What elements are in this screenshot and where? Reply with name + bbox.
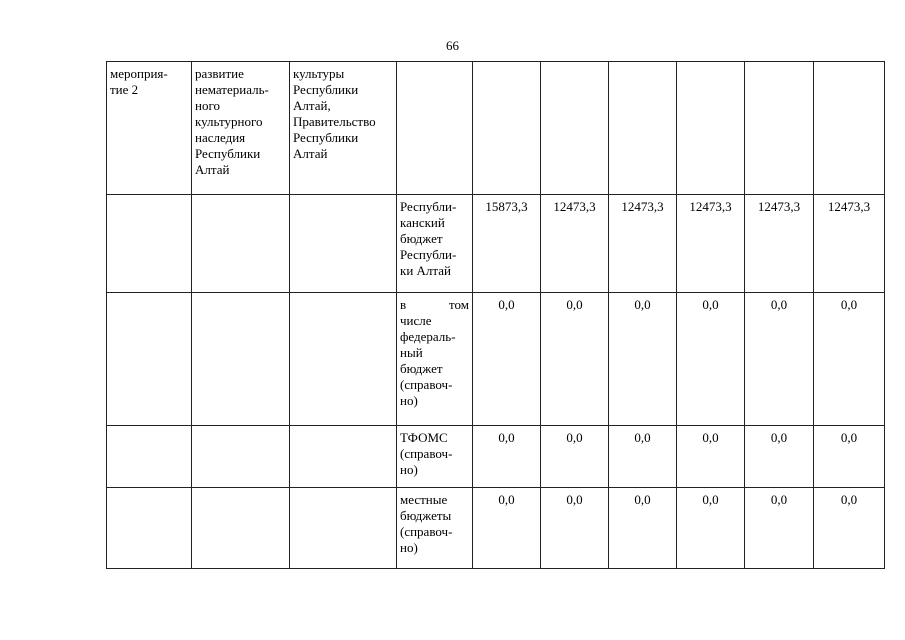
budget-table — [106, 61, 885, 569]
value-cell: 0,0 — [677, 488, 745, 569]
funding-source-word: в — [400, 297, 407, 312]
event-cell: мероприя- тие 2 — [107, 62, 192, 195]
value-cell: 0,0 — [541, 488, 609, 569]
empty-cell — [192, 195, 290, 293]
value-cell: 0,0 — [473, 488, 541, 569]
empty-cell — [609, 62, 677, 195]
event-name-cell: развитие нематериаль- ного культурного наследия Республики Алтай — [192, 62, 290, 195]
funding-source-word: том — [449, 297, 469, 312]
table-row — [107, 488, 885, 569]
value-cell: 0,0 — [609, 426, 677, 488]
table-row-header — [107, 62, 885, 195]
value-cell: 0,0 — [609, 488, 677, 569]
value-cell: 0,0 — [745, 293, 814, 426]
value-cell: 0,0 — [677, 426, 745, 488]
value-cell: 0,0 — [541, 426, 609, 488]
funding-source-cell: ТФОМС (справоч- но) — [397, 426, 473, 488]
empty-cell — [107, 195, 192, 293]
empty-cell — [745, 62, 814, 195]
empty-cell — [397, 62, 473, 195]
page-number: 66 — [446, 38, 459, 53]
funding-source-cell: местные бюджеты (справоч- но) — [397, 488, 473, 569]
value-cell: 12473,3 — [745, 195, 814, 293]
value-cell: 0,0 — [814, 426, 885, 488]
empty-cell — [192, 293, 290, 426]
empty-cell — [192, 488, 290, 569]
empty-cell — [290, 195, 397, 293]
value-cell: 0,0 — [473, 426, 541, 488]
value-cell: 0,0 — [814, 488, 885, 569]
value-cell: 0,0 — [745, 426, 814, 488]
funding-source-first-line — [400, 297, 469, 313]
value-cell: 0,0 — [745, 488, 814, 569]
empty-cell — [814, 62, 885, 195]
empty-cell — [290, 488, 397, 569]
funding-source-cell — [397, 293, 473, 426]
empty-cell — [107, 488, 192, 569]
empty-cell — [290, 293, 397, 426]
empty-cell — [107, 293, 192, 426]
empty-cell — [541, 62, 609, 195]
table-row — [107, 426, 885, 488]
funding-source-rest: числе федераль- ный бюджет (справоч- но) — [400, 313, 456, 408]
empty-cell — [107, 426, 192, 488]
value-cell: 12473,3 — [814, 195, 885, 293]
value-cell: 0,0 — [609, 293, 677, 426]
table-row — [107, 293, 885, 426]
value-cell: 0,0 — [541, 293, 609, 426]
empty-cell — [473, 62, 541, 195]
empty-cell — [192, 426, 290, 488]
executor-cell: культуры Республики Алтай, Правительство Республики Алтай — [290, 62, 397, 195]
value-cell: 12473,3 — [609, 195, 677, 293]
value-cell: 12473,3 — [541, 195, 609, 293]
value-cell: 0,0 — [473, 293, 541, 426]
value-cell: 12473,3 — [677, 195, 745, 293]
empty-cell — [677, 62, 745, 195]
empty-cell — [290, 426, 397, 488]
table-row — [107, 195, 885, 293]
value-cell: 0,0 — [677, 293, 745, 426]
funding-source-cell: Республи- канский бюджет Республи- ки Алтай — [397, 195, 473, 293]
value-cell: 15873,3 — [473, 195, 541, 293]
value-cell: 0,0 — [814, 293, 885, 426]
